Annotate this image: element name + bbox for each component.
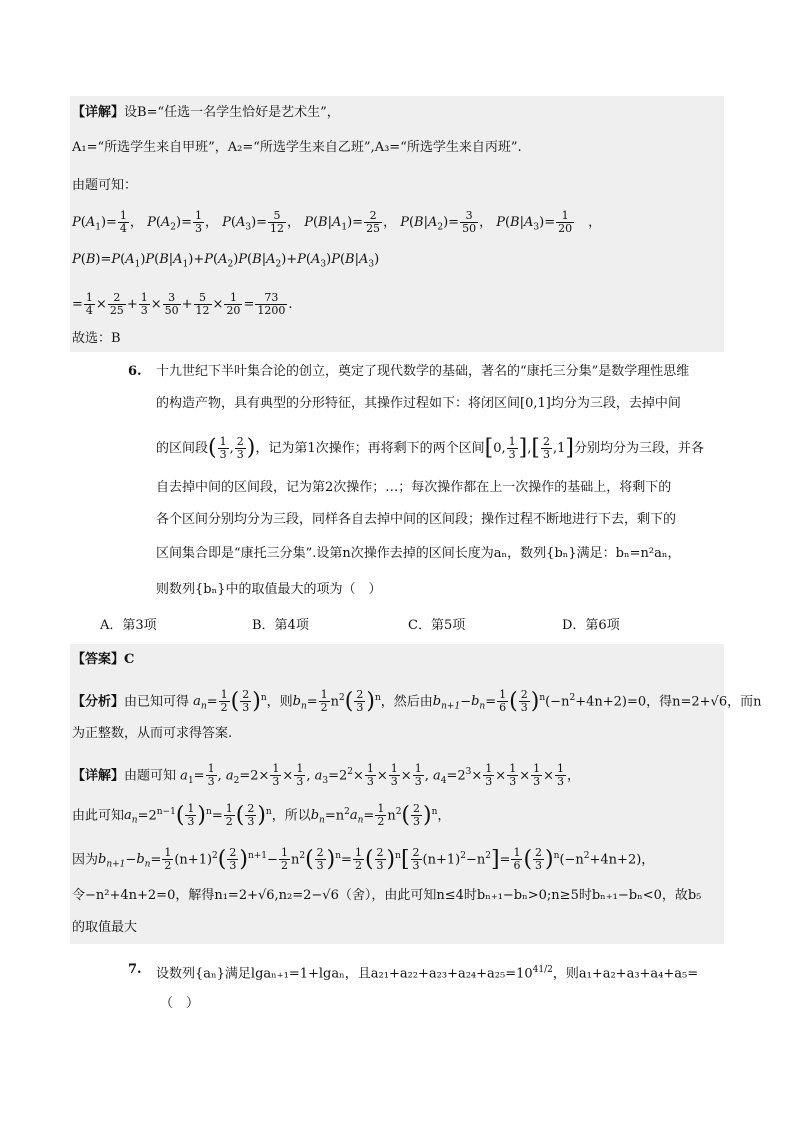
detail6-line-3: 因为$b_{n+1}-b_n=$ $\frac{1}{2}$ $(n+1)^2$( $\frac{2}{3}$ )$^{n+1}$− $\frac{1}{2}$ $n^2$( $\frac{2}{3}$ )$^n$= $\frac{1}{2}$ ( $\frac{2}{3}$ )$^n$[ $\frac{2}{3}$ $(n+1)^2-n^2]=$ $\frac{1}{6}$ ( $\frac{2}{3}$ )$^n(-n^2+4n+2)$， — [72, 846, 655, 873]
option-b[interactable]: B．第4项 — [252, 618, 309, 633]
q6-line-3: 的区间段( $\frac{1}{3}$ , $\frac{2}{3}$ )，记为第1次操作；再将剩下的两个区间[0, $\frac{1}{3}$ ],[ $\frac{2}{3}$ ,1]分别均分为三段，并各 — [156, 435, 704, 461]
detail6-tag: 【详解】 — [72, 768, 125, 784]
detail6-line-4: 令−n²+4n+2=0，解得n₁=2+√6,n₂=2−√6（舍），由此可知n≤4时bₙ₊₁−bₙ>0;n≥5时bₙ₊₁−bₙ<0，故b₅ — [72, 888, 702, 903]
q6-line-3b: ，记为第1次操作；再将剩下的两个区间 — [255, 441, 485, 456]
detail6-line-2: 由此可知$a_n=2^{n-1}$( $\frac{1}{3}$ )$^n$= $\frac{1}{2}$ ( $\frac{2}{3}$ )$^n$，所以$b_n=n^2a_n=$ $\frac{1}{2}$ $n^2$( $\frac{2}{3}$ )$^n$， — [72, 802, 451, 829]
detail6-line-1: 【详解】由题可知 $a_1=$ $\frac{1}{3}$ , $a_2=2\times$ $\frac{1}{3}$ × $\frac{1}{3}$ , $a_3=2^2\times$ $\frac{1}{3}$ × $\frac{1}{3}$ × $\frac{1}{3}$ , $a_4=2^3\times$ $\frac{1}{3}$ × $\frac{1}{3}$ × $\frac{1}{3}$ × $\frac{1}{3}$ ， — [72, 762, 581, 789]
analysis-tag: 【分析】 — [72, 694, 125, 710]
q6-line-3c: 分别均分为三段，并各 — [573, 441, 704, 456]
answer-line: 【答案】C — [72, 652, 135, 667]
analysis-line-2: 为正整数，从而可求得答案. — [72, 726, 233, 741]
total-probability-line: $P(B)=P(A_1)P(B|A_1)+P(A_2)P(B|A_2)+P(A_3)P(B|A_3)$ — [72, 252, 380, 270]
known-line: 由题可知： — [72, 178, 138, 193]
q6-line-3a: 的区间段 — [156, 441, 209, 456]
detail-line — [72, 103, 340, 123]
q6-line-6: 区间集合即是“康托三分集”.设第n次操作去掉的区间长度为aₙ，数列{bₙ}满足：bₙ=n²aₙ， — [156, 546, 681, 561]
q7-line-1: 设数列{aₙ}满足lgaₙ₊₁=1+lgaₙ，且$a_{21}+a_{22}+a_{23}+a_{24}+a_{25}=10^{41/2}$，则a₁+a₂+a₃+a₄+a₅= — [156, 965, 699, 982]
q6-line-1: 十九世纪下半叶集合论的创立，奠定了现代数学的基础，著名的“康托三分集”是数学理性思维 — [156, 364, 690, 379]
q6-line-4: 自去掉中间的区间段，记为第2次操作；…；每次操作都在上一次操作的基础上，将剩下的 — [156, 480, 672, 495]
q6-number: 6. — [128, 364, 142, 379]
option-a[interactable]: A．第3项 — [100, 618, 157, 633]
q7-line-2: （ ） — [160, 996, 200, 1011]
option-c[interactable]: C．第5项 — [408, 618, 466, 633]
q7-number: 7. — [128, 962, 142, 977]
q6-line-7: 则数列{bₙ}中的取值最大的项为（ ） — [156, 582, 382, 597]
detail-tag: 【详解】 — [72, 105, 125, 120]
result-line: = $\frac{1}{4}$ × $\frac{2}{25}$ + $\frac{1}{3}$ × $\frac{3}{50}$ + $\frac{5}{12}$ × $\frac{1}{20}$ = $\frac{73}{1200}$ . — [72, 291, 293, 317]
probabilities-line: $P(A_1)=$ $\frac{1}{4}$ ， $P(A_2)=$ $\frac{1}{3}$ ， $P(A_3)=$ $\frac{5}{12}$ ， $P(B|A_1)=$ $\frac{2}{25}$ ， $P(B|A_2)=$ $\frac{3}{50}$ ， $P(B|A_3)=$ $\frac{1}{20}$ ， — [72, 209, 602, 235]
option-d[interactable]: D．第6项 — [562, 618, 620, 633]
q6-line-2: 的构造产物，具有典型的分形特征，其操作过程如下：将闭区间[0,1]均分为三段，去掉中间 — [156, 396, 681, 411]
detail6-line-5: 的取值最大 — [72, 920, 138, 935]
q6-line-5: 各个区间分别均分为三段，同样各自去掉中间的区间段；操作过程不断地进行下去，剩下的 — [156, 512, 677, 527]
choose-line: 故选：B — [72, 331, 121, 346]
detail-text: 设B=“任选一名学生恰好是艺术生”， — [124, 105, 340, 120]
analysis-line: 【分析】由已知可得 $a_n=$ $\frac{1}{2}$ ( $\frac{2}{3}$ )$^n$，则$b_n=$ $\frac{1}{2}$ $n^2$( $\frac{2}{3}$ )$^n$，然后由$b_{n+1}-b_n=$ $\frac{1}{6}$ ( $\frac{2}{3}$ )$^n(-n^2+4n+2)=0$，得n=2+√6，而n — [72, 688, 762, 715]
events-line: A₁=“所选学生来自甲班”，A₂=“所选学生来自乙班”,A₃=“所选学生来自丙班”. — [72, 140, 522, 155]
